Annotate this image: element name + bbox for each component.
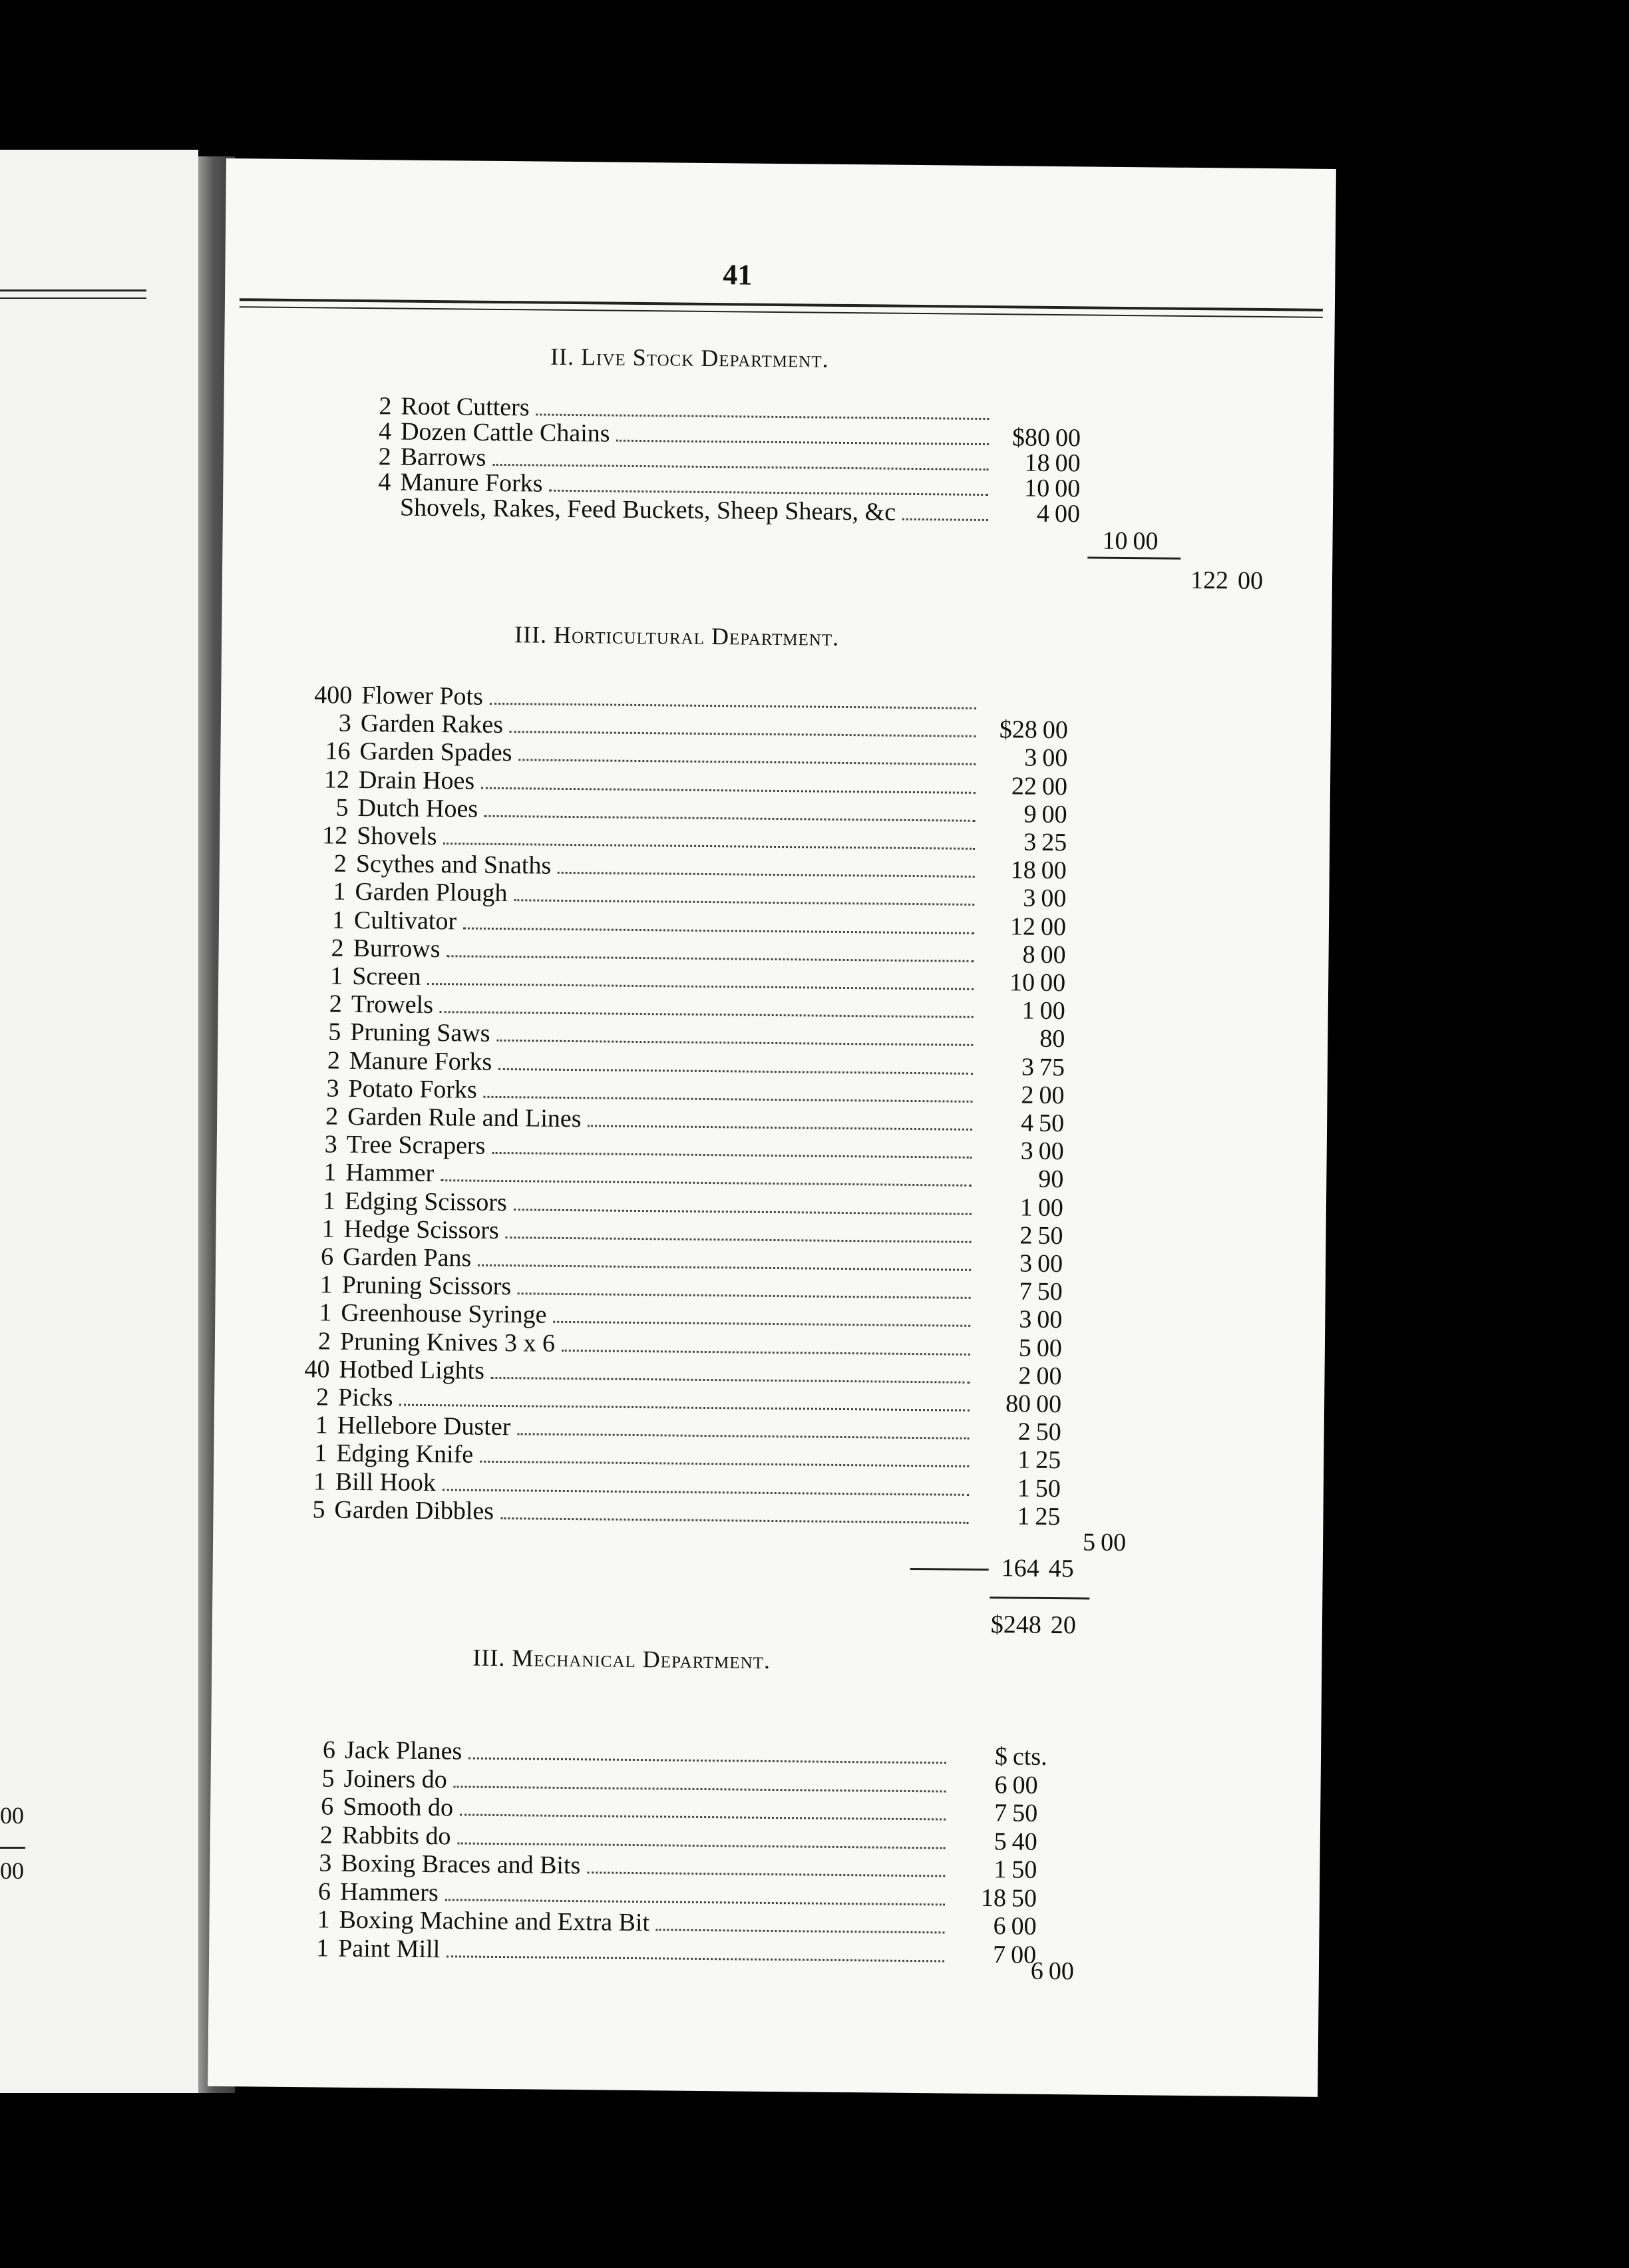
quantity: 12 xyxy=(323,765,350,794)
dot-leader xyxy=(492,1152,972,1159)
item-name: Trowels xyxy=(351,990,434,1020)
amount xyxy=(995,449,1088,476)
amount xyxy=(977,1306,1070,1333)
item-name: Dutch Hoes xyxy=(357,793,478,823)
cents: 50 xyxy=(1011,1855,1037,1884)
table-row xyxy=(283,1496,1068,1530)
quantity: 1 xyxy=(323,1158,337,1187)
quantity: 3 xyxy=(319,1849,332,1877)
cents: 00 xyxy=(1036,1362,1062,1390)
item-name: Scythes and Snaths xyxy=(355,850,552,880)
dollars: 6 xyxy=(993,1912,1006,1941)
page-number: 41 xyxy=(723,258,753,291)
quantity: 16 xyxy=(325,737,351,766)
dollars: $28 xyxy=(999,715,1038,744)
grand-total-rule xyxy=(990,1597,1089,1599)
amount xyxy=(981,913,1074,940)
left-page-rule xyxy=(0,289,146,291)
dollars: 7 xyxy=(992,1940,1006,1969)
amount xyxy=(976,1362,1069,1390)
dot-leader xyxy=(460,1813,946,1820)
dollars: 1 xyxy=(1019,1193,1033,1222)
quantity: 40 xyxy=(304,1355,330,1384)
item-name: Garden Rakes xyxy=(360,709,504,739)
item-name: Garden Plough xyxy=(355,878,508,908)
dot-leader xyxy=(490,703,976,709)
amount xyxy=(952,1771,1045,1798)
cents: 00 xyxy=(1038,1137,1064,1166)
quantity: 2 xyxy=(327,1046,341,1075)
quantity: 1 xyxy=(330,962,343,990)
dot-leader xyxy=(517,1433,969,1439)
cents: 00 xyxy=(1055,449,1081,478)
quantity: 2 xyxy=(317,1327,331,1356)
amount xyxy=(952,1799,1045,1827)
quantity: 5 xyxy=(321,1764,335,1793)
cents: 40 xyxy=(1011,1827,1037,1856)
cents: 00 xyxy=(1037,1249,1063,1278)
quantity: 6 xyxy=(320,1242,334,1271)
dot-leader xyxy=(478,1264,971,1271)
quantity: 2 xyxy=(333,849,347,878)
amount: 5 00 xyxy=(1082,1528,1127,1557)
cents: 00 xyxy=(1011,1912,1037,1941)
dollars: 18 xyxy=(1010,856,1036,884)
dot-leader xyxy=(491,1377,970,1384)
mechanical-heading: III. Mechanical Department. xyxy=(472,1644,771,1674)
item-name: Hammers xyxy=(339,1877,439,1907)
quantity: 5 xyxy=(312,1495,325,1524)
amount xyxy=(982,773,1075,800)
dot-leader xyxy=(399,1404,970,1412)
cents: 00 xyxy=(1040,940,1066,969)
left-facing-page xyxy=(0,150,198,2093)
item-name: Shovels xyxy=(357,821,437,851)
dollars: 4 xyxy=(1036,499,1050,528)
cents: 00 xyxy=(1042,716,1069,745)
left-page-rule xyxy=(0,297,146,299)
dot-leader xyxy=(514,1209,972,1215)
cents: 50 xyxy=(1011,1799,1038,1827)
cents: 00 xyxy=(1035,1390,1062,1419)
quantity: 5 xyxy=(335,793,349,822)
cents: 90 xyxy=(1038,1165,1064,1194)
amount: 10 00 xyxy=(1102,526,1159,556)
quantity: 1 xyxy=(319,1270,333,1299)
cents: 00 xyxy=(1039,968,1066,998)
document-page xyxy=(208,158,1336,2097)
amount xyxy=(982,744,1075,771)
dot-leader xyxy=(500,1517,968,1524)
quantity: 1 xyxy=(317,1905,330,1934)
amount xyxy=(978,1194,1071,1221)
quantity: 4 xyxy=(378,417,392,446)
item-name: Pruning Scissors xyxy=(341,1270,512,1301)
quantity: 400 xyxy=(314,681,353,709)
item-name: Hellebore Duster xyxy=(337,1411,511,1441)
item-name: Edging Scissors xyxy=(344,1187,508,1217)
dollars: 3 xyxy=(1019,1249,1033,1278)
item-name: Manure Forks xyxy=(400,468,543,498)
grand-total: $248 20 xyxy=(990,1610,1077,1640)
dollars: 1 xyxy=(1017,1502,1030,1531)
dot-leader xyxy=(447,1955,944,1962)
dot-leader xyxy=(441,1180,972,1187)
dot-leader xyxy=(480,1461,969,1467)
item-name: Edging Knife xyxy=(336,1439,474,1469)
item-name: Pruning Saws xyxy=(350,1018,490,1048)
item-name: Cultivator xyxy=(353,906,457,935)
cents: 00 xyxy=(1041,856,1067,885)
amount xyxy=(980,997,1073,1024)
quantity: 2 xyxy=(319,1820,333,1849)
live-stock-heading: II. Live Stock Department. xyxy=(550,343,829,373)
amount xyxy=(977,1334,1070,1362)
item-name: Joiners do xyxy=(343,1764,447,1794)
cents: 50 xyxy=(1037,1277,1063,1306)
dollars: 1 xyxy=(1017,1474,1031,1503)
dot-leader xyxy=(427,983,974,990)
dollars: 22 xyxy=(1011,771,1037,801)
dollars: 4 xyxy=(1020,1109,1034,1137)
dot-leader xyxy=(447,955,974,962)
dot-leader xyxy=(553,1321,970,1327)
quantity: 1 xyxy=(331,906,345,934)
amount xyxy=(976,1390,1069,1418)
item-name: Jack Planes xyxy=(344,1736,462,1766)
dollars: 3 xyxy=(1023,828,1037,856)
amount: 6 00 xyxy=(1030,1957,1075,1986)
quantity: 2 xyxy=(379,392,392,421)
dot-leader xyxy=(518,1292,971,1299)
cents: 00 xyxy=(1039,996,1065,1026)
amount xyxy=(978,1250,1071,1277)
item-name: Hotbed Lights xyxy=(339,1355,485,1385)
cents: 00 xyxy=(1041,772,1068,801)
item-name: Manure Forks xyxy=(349,1046,492,1076)
left-page-fragment: 00 xyxy=(0,1857,24,1884)
cents: 50 xyxy=(1038,1109,1065,1138)
item-name: Paint Mill xyxy=(337,1934,441,1963)
subtotal-rule xyxy=(910,1568,989,1571)
dot-leader xyxy=(445,1899,945,1905)
dot-leader xyxy=(588,1125,972,1131)
dot-leader xyxy=(514,900,974,906)
quantity: 1 xyxy=(322,1187,336,1215)
horticultural-subtotal: 164 45 xyxy=(1001,1554,1074,1583)
table-row xyxy=(287,1935,1044,1969)
quantity: 6 xyxy=(317,1877,331,1906)
dot-leader xyxy=(510,731,976,737)
dollars: 18 xyxy=(980,1883,1007,1912)
amount xyxy=(979,1137,1072,1165)
cents: 00 xyxy=(1036,1334,1063,1362)
dot-leader xyxy=(443,843,975,850)
amount xyxy=(982,856,1075,884)
amount xyxy=(980,941,1073,968)
cents: 00 xyxy=(1037,1193,1064,1222)
dollars: 5 xyxy=(1018,1334,1032,1362)
dot-leader xyxy=(506,1236,972,1243)
dot-leader xyxy=(440,1011,974,1018)
item-name: Burrows xyxy=(353,934,441,963)
dollars: 3 xyxy=(1023,884,1036,913)
cents: 50 xyxy=(1011,1883,1037,1913)
item-name: Garden Dibbles xyxy=(334,1495,494,1525)
amount xyxy=(995,500,1088,527)
item-name: Picks xyxy=(337,1383,393,1412)
cents: 25 xyxy=(1035,1446,1061,1475)
cents: 80 xyxy=(1039,1025,1065,1053)
dollars: 8 xyxy=(1022,940,1035,969)
item-name: Flower Pots xyxy=(361,681,484,711)
left-page-fragment-rule xyxy=(0,1847,25,1849)
dollars: $ xyxy=(994,1742,1008,1771)
dot-leader xyxy=(902,518,988,521)
cents: 00 xyxy=(1055,423,1081,453)
quantity: 1 xyxy=(315,1411,328,1439)
dollars: 3 xyxy=(1024,743,1037,773)
cents: 00 xyxy=(1055,474,1081,503)
dot-leader xyxy=(549,490,988,496)
amount xyxy=(996,424,1089,451)
quantity: 6 xyxy=(322,1736,336,1764)
item-name: Root Cutters xyxy=(401,392,530,422)
item-name: Drain Hoes xyxy=(358,765,475,795)
item-name: Boxing Braces and Bits xyxy=(341,1849,581,1880)
cents: 00 xyxy=(1041,800,1067,829)
header-rule xyxy=(240,298,1323,311)
item-name: Garden Pans xyxy=(342,1242,472,1272)
item-name: Garden Spades xyxy=(359,737,512,767)
quantity: 2 xyxy=(325,1102,339,1131)
dollars: 3 xyxy=(1020,1137,1033,1165)
live-stock-subtotal: 122 00 xyxy=(1190,566,1264,595)
amount xyxy=(979,1109,1072,1137)
dot-leader xyxy=(484,815,976,822)
item-name: Greenhouse Syringe xyxy=(341,1299,547,1330)
cents: 00 xyxy=(1040,912,1067,941)
quantity: 3 xyxy=(324,1130,337,1159)
dot-leader xyxy=(518,759,976,766)
quantity: 1 xyxy=(314,1439,327,1467)
amount xyxy=(980,1053,1073,1081)
dollars: 18 xyxy=(1024,449,1050,477)
horticultural-heading: III. Horticultural Department. xyxy=(514,621,840,651)
item-name: Pruning Knives 3 x 6 xyxy=(339,1327,556,1358)
amount xyxy=(952,1856,1045,1883)
dollars: 10 xyxy=(1024,474,1050,502)
quantity: 1 xyxy=(315,1933,329,1963)
dollars: 2 xyxy=(1021,1081,1034,1109)
dot-leader xyxy=(468,1758,946,1764)
quantity: 1 xyxy=(321,1215,335,1243)
quantity: 2 xyxy=(331,934,344,962)
cents: 50 xyxy=(1035,1418,1061,1447)
amount xyxy=(951,1913,1044,1940)
dollars: 80 xyxy=(1005,1390,1031,1418)
amount xyxy=(952,1827,1045,1855)
dollars: $80 xyxy=(1011,423,1051,452)
amount xyxy=(995,474,1088,502)
cents: cts. xyxy=(1012,1742,1047,1771)
amount xyxy=(978,1165,1071,1193)
item-name: Dozen Cattle Chains xyxy=(400,417,610,448)
dot-leader xyxy=(454,1786,946,1792)
amount xyxy=(953,1743,1046,1770)
quantity: 2 xyxy=(329,990,343,1018)
item-name: Barrows xyxy=(400,443,486,472)
dot-leader xyxy=(457,1842,945,1849)
quantity: 1 xyxy=(319,1298,332,1327)
dollars: 1 xyxy=(1017,1445,1031,1475)
dot-leader xyxy=(443,1489,969,1496)
dollars: 1 xyxy=(1021,996,1035,1025)
item-name: Boxing Machine and Extra Bit xyxy=(339,1905,650,1937)
amount xyxy=(976,1474,1069,1501)
amount xyxy=(983,716,1076,743)
amount xyxy=(976,1446,1069,1473)
quantity: 3 xyxy=(326,1074,339,1103)
cents: 00 xyxy=(1037,1306,1063,1334)
cents: 00 xyxy=(1042,744,1068,773)
item-name: Hedge Scissors xyxy=(343,1215,500,1244)
cents: 00 xyxy=(1010,1940,1037,1969)
quantity xyxy=(349,515,391,516)
item-name: Potato Forks xyxy=(348,1074,477,1104)
amount xyxy=(983,688,1076,715)
dollars: 1 xyxy=(994,1855,1007,1884)
amount xyxy=(982,801,1075,828)
item-name: Bill Hook xyxy=(335,1467,437,1497)
quantity: 2 xyxy=(378,443,391,471)
dollars: 7 xyxy=(1019,1277,1032,1306)
amount xyxy=(980,1025,1073,1052)
amount xyxy=(952,1884,1045,1911)
dot-leader xyxy=(498,1068,973,1075)
cents: 50 xyxy=(1035,1474,1061,1503)
amount xyxy=(980,969,1073,996)
amount xyxy=(975,1503,1068,1530)
cents: 75 xyxy=(1039,1053,1065,1081)
item-name: Rabbits do xyxy=(341,1821,451,1850)
quantity: 4 xyxy=(378,468,391,496)
cents: 00 xyxy=(1041,884,1067,913)
amount xyxy=(981,884,1074,912)
dollars: 12 xyxy=(1009,912,1036,941)
dot-leader xyxy=(587,1871,945,1877)
cents: 00 xyxy=(1054,499,1081,528)
dollars: 2 xyxy=(1018,1362,1031,1390)
cents: 00 xyxy=(1039,1081,1065,1109)
quantity: 12 xyxy=(322,821,348,850)
dot-leader xyxy=(492,464,988,471)
cents: 00 xyxy=(1012,1770,1038,1799)
dot-leader xyxy=(484,1096,973,1103)
left-page-fragment: 00 xyxy=(0,1802,24,1829)
cents: 25 xyxy=(1035,1502,1061,1531)
dollars: 2 xyxy=(1019,1221,1033,1250)
quantity: 1 xyxy=(313,1467,327,1496)
cents: 25 xyxy=(1041,828,1067,857)
dot-leader xyxy=(463,927,974,934)
dot-leader xyxy=(496,1040,973,1046)
cents: 50 xyxy=(1037,1221,1063,1250)
dollars: 3 xyxy=(1021,1053,1035,1081)
quantity: 2 xyxy=(315,1383,329,1412)
dot-leader xyxy=(558,872,975,878)
dollars: 6 xyxy=(994,1770,1007,1799)
dollars: 10 xyxy=(1009,968,1035,997)
amount xyxy=(978,1222,1071,1249)
dot-leader xyxy=(562,1350,970,1356)
quantity: 6 xyxy=(321,1792,334,1821)
item-name: Tree Scrapers xyxy=(346,1130,486,1160)
dollars: 3 xyxy=(1019,1305,1032,1334)
dollars: 9 xyxy=(1023,800,1037,829)
amount xyxy=(996,399,1089,426)
item-name: Screen xyxy=(352,962,421,991)
quantity: 3 xyxy=(338,709,352,738)
item-name: Smooth do xyxy=(343,1792,454,1822)
item-name: Shovels, Rakes, Feed Buckets, Sheep Shears, &c xyxy=(399,493,896,526)
amount xyxy=(979,1081,1072,1109)
item-name: Hammer xyxy=(345,1159,435,1188)
amount xyxy=(976,1418,1069,1445)
dollars: 5 xyxy=(994,1827,1007,1855)
amount xyxy=(982,829,1075,856)
dot-leader xyxy=(481,787,976,793)
amount xyxy=(978,1278,1071,1305)
quantity: 1 xyxy=(333,877,346,906)
quantity: 5 xyxy=(328,1018,341,1047)
subtotal-rule xyxy=(1087,556,1180,559)
item-name: Garden Rule and Lines xyxy=(347,1102,582,1133)
dollars: 7 xyxy=(994,1799,1007,1827)
dollars: 2 xyxy=(1017,1418,1031,1446)
dot-leader xyxy=(616,440,989,445)
dot-leader xyxy=(656,1929,945,1933)
